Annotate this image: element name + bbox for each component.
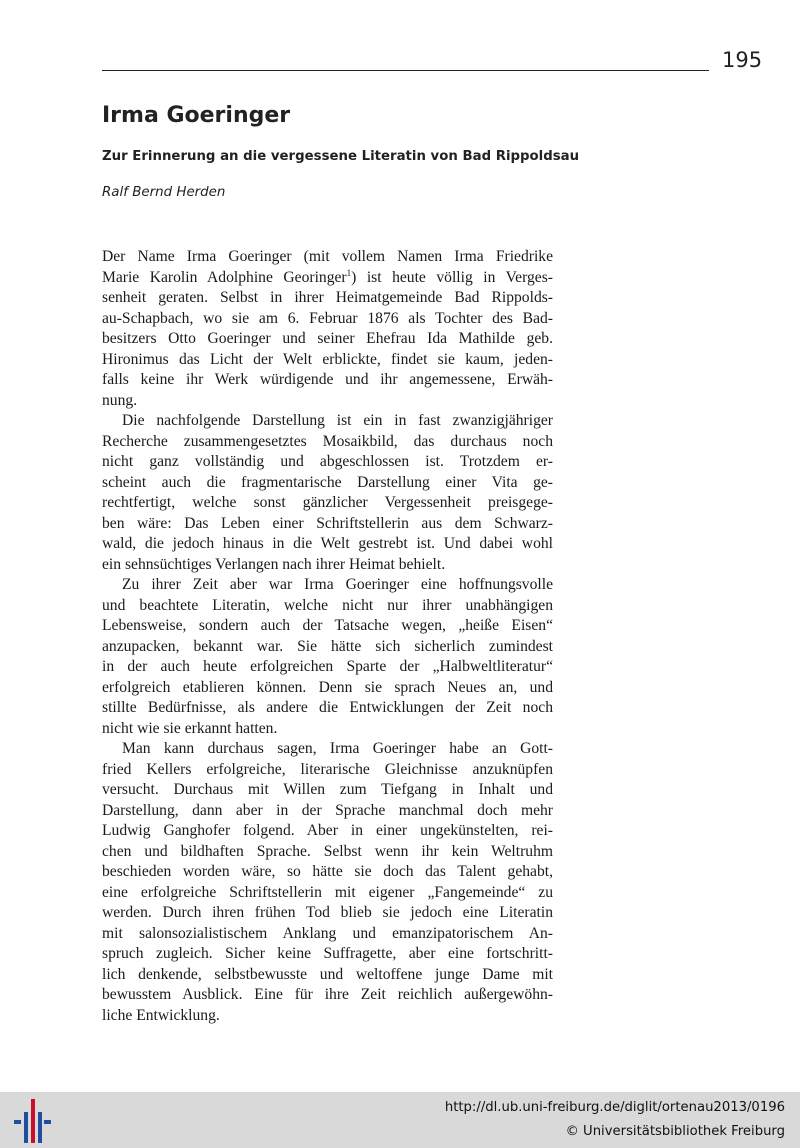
text-line: besitzers Otto Goeringer und seiner Ehefrau Ida Mathilde geb. — [102, 330, 553, 347]
text-line: anzupacken, bekannt war. Sie hätte sich sicherlich zumindest — [102, 637, 553, 655]
text-line: Man kann durchaus sagen, Irma Goeringer habe an Gott- — [122, 740, 553, 757]
library-logo-icon — [13, 1099, 51, 1143]
article-title: Irma Goeringer — [102, 103, 291, 128]
paragraph-4 — [102, 739, 553, 1026]
paragraph-3 — [102, 575, 553, 739]
text-line: Die nachfolgende Darstellung ist ein in fast zwanzigjähriger — [122, 412, 553, 429]
text-line: scheint auch die fragmentarische Darstellung einer Vita ge- — [102, 473, 553, 491]
text-line: Darstellung, dann aber in der Sprache manchmal doch mehr — [102, 801, 553, 819]
text-line: nung. — [102, 391, 138, 409]
text-line: und beachtete Literatin, welche nicht nur ihrer unabhängigen — [102, 596, 553, 614]
logo-bar — [31, 1099, 35, 1143]
article-subtitle: Zur Erinnerung an die vergessene Literatin von Bad Rippoldsau — [102, 149, 580, 164]
text-line: spruch zugleich. Sicher keine Suffragette, aber eine fortschritt- — [102, 945, 553, 962]
text-segment: Marie Karolin Adolphine Georinger — [102, 268, 347, 286]
text-line: liche Entwicklung. — [102, 1006, 220, 1024]
text-line: Lebensweise, sondern auch der Tatsache wegen, „heiße Eisen“ — [102, 617, 553, 634]
article-author: Ralf Bernd Herden — [102, 185, 226, 200]
footer-copyright: © Universitätsbibliothek Freiburg — [565, 1124, 785, 1139]
text-line: Der Name Irma Goeringer (mit vollem Namen Irma Friedrike — [102, 248, 553, 265]
text-line: bewusstem Ausblick. Eine für ihre Zeit reichlich außergewöhn- — [102, 986, 553, 1003]
header-rule — [102, 70, 709, 71]
paragraph-2 — [102, 411, 553, 575]
text-line: Recherche zusammengesetztes Mosaikbild, das durchaus noch — [102, 432, 553, 450]
text-line: Hironimus das Licht der Welt erblickte, findet sie kaum, jeden- — [102, 350, 553, 368]
text-line: stillte Bedürfnisse, als andere die Entwicklungen der Zeit noch — [102, 699, 553, 716]
text-line: ben wäre: Das Leben einer Schriftstellerin aus dem Schwarz- — [102, 514, 553, 532]
text-line: Ludwig Ganghofer folgend. Aber in einer ungekünstelten, rei- — [102, 822, 553, 839]
logo-bar — [24, 1112, 28, 1143]
footnote-marker[interactable]: 1 — [346, 267, 352, 278]
text-line: nicht wie sie erkannt hatten. — [102, 719, 278, 737]
text-line: Zu ihrer Zeit aber war Irma Goeringer eine hoffnungsvolle — [122, 576, 553, 593]
text-line: wald, die jedoch hinaus in die Welt gestrebt ist. Und dabei wohl — [102, 535, 553, 552]
text-line: ein sehnsüchtiges Verlangen nach ihrer Heimat behielt. — [102, 555, 446, 573]
logo-bar — [44, 1120, 51, 1124]
text-line: eine erfolgreiche Schriftstellerin mit eigener „Fangemeinde“ zu — [102, 883, 553, 901]
text-line: rechtfertigt, welche sonst gänzlicher Vergessenheit preisgege- — [102, 494, 553, 511]
text-line: chen und bildhaften Sprache. Selbst wenn ihr kein Weltruhm — [102, 842, 553, 860]
text-line: beschieden worden wäre, so hätte sie doch das Talent gehabt, — [102, 863, 553, 880]
text-line: in der auch heute erfolgreichen Sparte der „Halbweltliteratur“ — [102, 658, 553, 675]
text-line: au-Schapbach, wo sie am 6. Februar 1876 als Tochter des Bad- — [102, 309, 553, 327]
logo-bar — [14, 1120, 21, 1124]
text-line — [102, 268, 553, 289]
text-line: werden. Durch ihren frühen Tod blieb sie jedoch eine Literatin — [102, 904, 553, 921]
page-number: 195 — [722, 48, 763, 72]
text-line: versucht. Durchaus mit Willen zum Tiefgang in Inhalt und — [102, 781, 553, 798]
article-body — [102, 247, 553, 1026]
text-line: nicht ganz vollständig und abgeschlossen ist. Trotzdem er- — [102, 453, 553, 470]
text-line: mit salonsozialistischem Anklang und emanzipatorischem An- — [102, 924, 553, 942]
footer-url-link[interactable]: http://dl.ub.uni-freiburg.de/diglit/ortenau2013/0196 — [444, 1100, 785, 1115]
logo-bar — [38, 1112, 42, 1143]
paragraph-1 — [102, 247, 553, 411]
text-line: fried Kellers erfolgreiche, literarische Gleichnisse anzuknüpfen — [102, 760, 553, 778]
text-line: falls keine ihr Werk würdigende und ihr angemessene, Erwäh- — [102, 371, 553, 388]
text-line: lich denkende, selbstbewusste und weltoffene junge Dame mit — [102, 965, 553, 983]
text-line: senheit geraten. Selbst in ihrer Heimatgemeinde Bad Rippolds- — [102, 289, 553, 306]
text-segment: ) ist heute völlig in Verges- — [351, 268, 553, 286]
text-line: erfolgreich etablieren können. Denn sie sprach Neues an, und — [102, 678, 553, 696]
